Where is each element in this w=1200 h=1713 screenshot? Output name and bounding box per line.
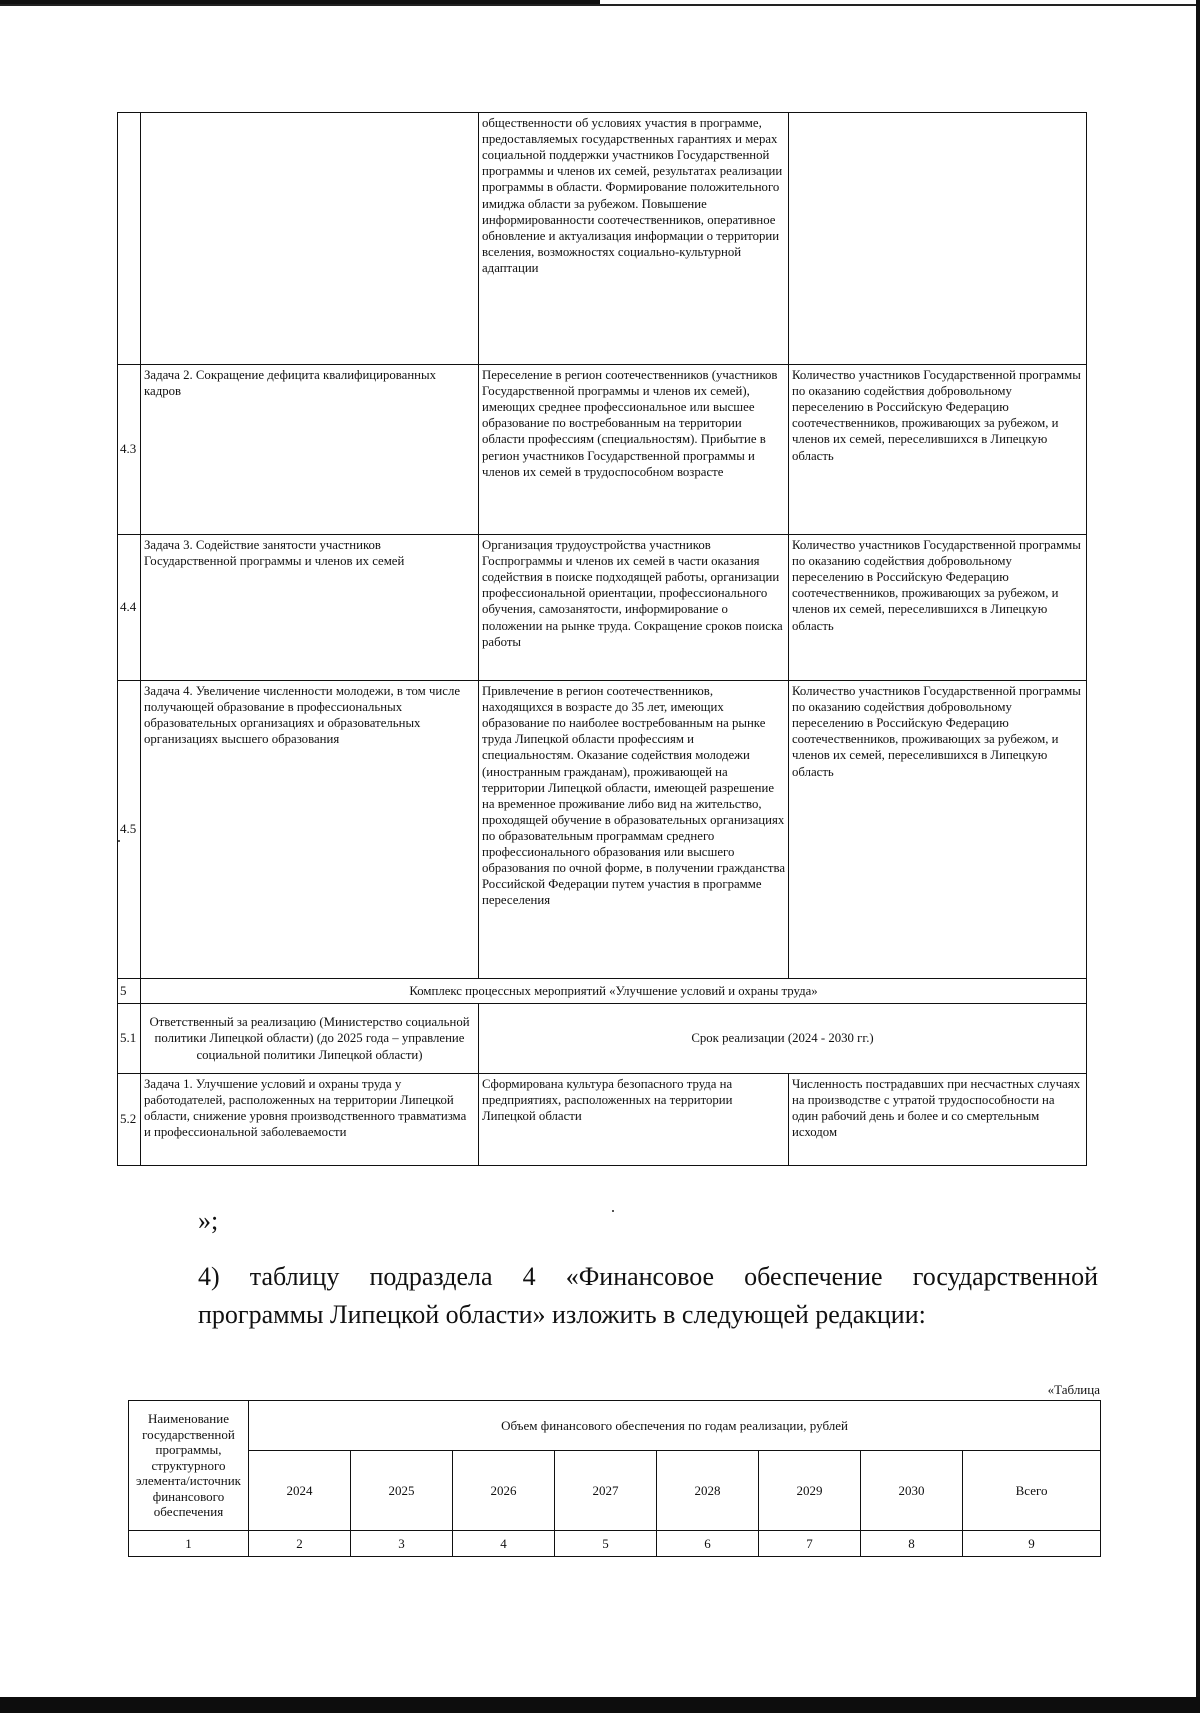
scan-border-right <box>1196 0 1200 1713</box>
column-number: 5 <box>555 1531 657 1557</box>
year-header: 2025 <box>351 1451 453 1531</box>
table-row <box>118 1074 1087 1166</box>
name-column-header: Наименование государственной программы, структурного элемента/источник финансового обеспечения <box>129 1401 249 1531</box>
program-structure-table <box>117 112 1087 1166</box>
indicator-cell: Количество участников Государственной программы по оказанию содействия добровольному переселению в Российскую Федерацию соотечественников, проживающих за рубежом, и членов их семей, переселившихся в Липецкую область <box>789 681 1087 979</box>
task-cell: Задача 2. Сокращение дефицита квалифицированных кадров <box>141 365 479 535</box>
column-number: 2 <box>249 1531 351 1557</box>
table-row <box>118 535 1087 681</box>
task-cell: Задача 4. Увеличение численности молодежи, в том числе получающей образование в профессиональных образовательных организациях и образовательных организациях высшего образования <box>141 681 479 979</box>
activity-cell: Организация трудоустройства участников Госпрограммы и членов их семей в части оказания содействия в поиске подходящей работы, организации профессиональной ориентации, профессионального обучения, самозанятости, информирование о положении на рынке труда. Сокращение сроков поиска работы <box>479 535 789 681</box>
row-number: 5.1 <box>118 1004 141 1074</box>
column-number: 1 <box>129 1531 249 1557</box>
year-header: 2027 <box>555 1451 657 1531</box>
scan-border-top-thin <box>0 4 1200 6</box>
term-cell: Срок реализации (2024 - 2030 гг.) <box>479 1004 1087 1074</box>
activity-cell: Привлечение в регион соотечественников, находящихся в возрасте до 35 лет, имеющих образование по наиболее востребованным на рынке труда Липецкой области профессиям и специальностям. Оказание содействия молодежи (иностранным гражданам), проживающей на территории Липецкой области, имеющей разрешение на временное проживание либо вид на жительство, проходящей обучение в образовательных организациях по образовательным программам среднего профессионального образования или высшего образования по очной форме, в получении гражданства Российской Федерации путем участия в программе переселения <box>479 681 789 979</box>
indicator-cell <box>789 113 1087 365</box>
amendment-paragraph-line2: программы Липецкой области» изложить в следующей редакции: <box>198 1300 926 1329</box>
closing-quote-mark: »; <box>198 1206 219 1235</box>
indicator-cell: Численность пострадавших при несчастных случаях на производстве с утратой трудоспособности на один рабочий день и более и со смертельным исходом <box>789 1074 1087 1166</box>
task-cell <box>141 113 479 365</box>
column-number: 6 <box>657 1531 759 1557</box>
column-number: 7 <box>759 1531 861 1557</box>
section-title: Комплекс процессных мероприятий «Улучшение условий и охраны труда» <box>141 979 1087 1004</box>
years-row <box>129 1451 1101 1531</box>
table-caption: «Таблица <box>1047 1382 1100 1397</box>
header-row <box>129 1401 1101 1451</box>
row-number: 5.2 <box>118 1074 141 1166</box>
indicator-cell: Количество участников Государственной программы по оказанию содействия добровольному переселению в Российскую Федерацию соотечественников, проживающих за рубежом, и членов их семей, переселившихся в Липецкую область <box>789 535 1087 681</box>
column-number: 8 <box>861 1531 963 1557</box>
year-header: 2029 <box>759 1451 861 1531</box>
year-header: 2028 <box>657 1451 759 1531</box>
responsible-cell: Ответственный за реализацию (Министерство социальной политики Липецкой области) (до 2025 года – управление социальной политики Липецкой области) <box>141 1004 479 1074</box>
table-row <box>118 113 1087 365</box>
column-number: 3 <box>351 1531 453 1557</box>
task-cell: Задача 1. Улучшение условий и охраны труда у работодателей, расположенных на территории Липецкой области, снижение уровня производственного травматизма и профессиональной заболеваемости <box>141 1074 479 1166</box>
table-row <box>118 681 1087 979</box>
activity-cell: Переселение в регион соотечественников (участников Государственной программы и членов их семей), имеющих среднее профессиональное или высшее образование по востребованным на территории области профессиям (специальностям). Прибытие в регион участников Государственной программы и членов их семей в трудоспособном возрасте <box>479 365 789 535</box>
task-cell: Задача 3. Содействие занятости участников Государственной программы и членов их семей <box>141 535 479 681</box>
column-number: 9 <box>963 1531 1101 1557</box>
year-header: 2026 <box>453 1451 555 1531</box>
section-number: 5 <box>118 979 141 1004</box>
total-header: Всего <box>963 1451 1101 1531</box>
column-numbers-row <box>129 1531 1101 1557</box>
year-header: 2030 <box>861 1451 963 1531</box>
year-header: 2024 <box>249 1451 351 1531</box>
section-row <box>118 979 1087 1004</box>
activity-cell: Сформирована культура безопасного труда на предприятиях, расположенных на территории Липецкой области <box>479 1074 789 1166</box>
row-number: 4.5 <box>118 681 141 979</box>
scan-border-bottom <box>0 1697 1200 1713</box>
row-number <box>118 113 141 365</box>
activity-cell: общественности об условиях участия в программе, предоставляемых государственных гарантиях и мерах социальной поддержки участников Государственной программы и членов их семей, результатах реализации программы в области. Формирование положительного имиджа области за рубежом. Повышение информированности соотечественников, оперативное обновление и актуализация информации о территории вселения, возможностях социально-культурной адаптации <box>479 113 789 365</box>
scan-speck <box>612 1210 614 1212</box>
responsible-row <box>118 1004 1087 1074</box>
row-number: 4.4 <box>118 535 141 681</box>
volume-header: Объем финансового обеспечения по годам реализации, рублей <box>249 1401 1101 1451</box>
row-number: 4.3 <box>118 365 141 535</box>
financing-table <box>128 1400 1101 1557</box>
indicator-cell: Количество участников Государственной программы по оказанию содействия добровольному переселению в Российскую Федерацию соотечественников, проживающих за рубежом, и членов их семей, переселившихся в Липецкую область <box>789 365 1087 535</box>
table-row <box>118 365 1087 535</box>
amendment-paragraph-line1: 4) таблицу подраздела 4 «Финансовое обеспечение государственной <box>198 1262 1098 1291</box>
column-number: 4 <box>453 1531 555 1557</box>
